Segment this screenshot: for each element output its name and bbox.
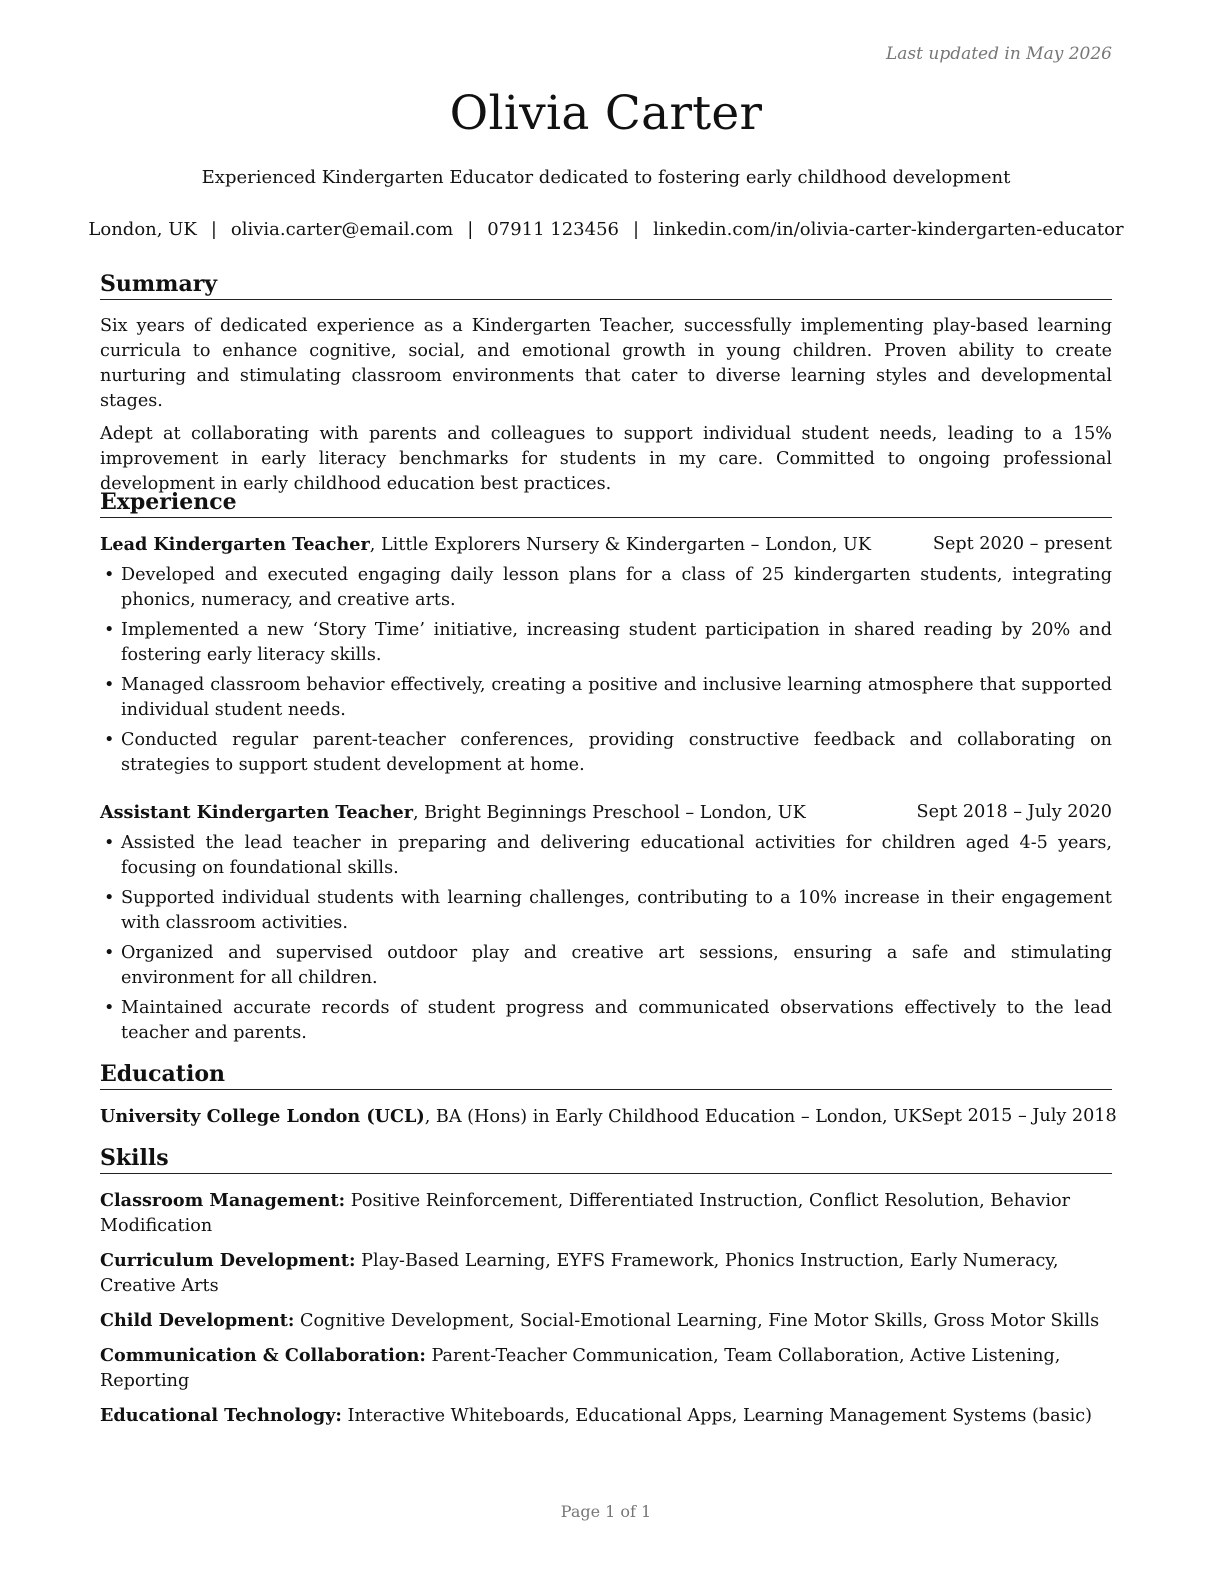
bullet-item — [100, 941, 1112, 991]
bullet-item — [100, 618, 1112, 668]
job-role: Lead Kindergarten Teacher — [100, 534, 370, 555]
section-title-education: Education — [100, 1060, 1112, 1090]
skill-value: Play-Based Learning, EYFS Framework, Phonics Instruction, Early Numeracy, Creative Arts — [100, 1251, 1059, 1296]
job-dates: Sept 2020 – present — [932, 534, 1112, 554]
job-title-line — [100, 800, 806, 826]
bullet-item — [100, 673, 1112, 723]
job-header — [100, 532, 1112, 558]
last-updated-note: Last updated in May 2026 — [885, 44, 1112, 64]
education-school: University College London (UCL) — [100, 1106, 425, 1127]
job-org: , Little Explorers Nursery & Kindergarten – London, UK — [369, 535, 871, 555]
bullet-text: Assisted the lead teacher in preparing and delivering educational activities for children aged 4-5 years, focusing on foundational skills. — [121, 833, 1112, 878]
job-role: Assistant Kindergarten Teacher — [100, 802, 413, 823]
skill-line — [100, 1188, 1112, 1239]
job-header — [100, 800, 1112, 826]
bullet-item — [100, 728, 1112, 778]
contact-separator: | — [210, 219, 217, 240]
bullet-item — [100, 563, 1112, 613]
candidate-name: Olivia Carter — [449, 86, 763, 141]
job-title-line — [100, 532, 871, 558]
skill-value: Parent-Teacher Communication, Team Collaboration, Active Listening, Reporting — [100, 1346, 1061, 1391]
bullet-text: Supported individual students with learning challenges, contributing to a 10% increase in their engagement with classroom activities. — [121, 888, 1112, 933]
bullet-dot-icon: • — [104, 998, 115, 1018]
contact-email[interactable]: olivia.carter@email.com — [230, 219, 454, 240]
bullet-dot-icon: • — [104, 730, 115, 750]
skill-label: Educational Technology: — [100, 1405, 342, 1426]
bullet-item — [100, 886, 1112, 936]
bullet-text: Developed and executed engaging daily lesson plans for a class of 25 kindergarten students, integrating phonics, numeracy, and creative arts. — [121, 565, 1112, 610]
bullet-text: Managed classroom behavior effectively, creating a positive and inclusive learning atmosphere that supported individual student needs. — [121, 675, 1112, 720]
bullet-dot-icon: • — [104, 888, 115, 908]
summary-paragraph: Adept at collaborating with parents and colleagues to support individual student needs, leading to a 15% improvement in early literacy benchmarks for students in my care. Committed to ongoing professional development in early childhood education best practices. — [100, 424, 1112, 494]
skill-value: Interactive Whiteboards, Educational Apps, Learning Management Systems (basic) — [341, 1406, 1092, 1426]
job-org: , Bright Beginnings Preschool – London, UK — [413, 803, 806, 823]
bullet-dot-icon: • — [104, 620, 115, 640]
job-entry — [100, 532, 1112, 778]
bullet-text: Maintained accurate records of student progress and communicated observations effectively to the lead teacher and parents. — [121, 998, 1112, 1043]
bullet-text: Conducted regular parent-teacher conferences, providing constructive feedback and collaborating on strategies to support student development at home. — [121, 730, 1112, 775]
education-detail: , BA (Hons) in Early Childhood Education – London, UK — [424, 1107, 922, 1127]
bullet-dot-icon: • — [104, 943, 115, 963]
page-number: Page 1 of 1 — [560, 1502, 652, 1521]
skill-value: Cognitive Development, Social-Emotional Learning, Fine Motor Skills, Gross Motor Skills — [294, 1311, 1100, 1331]
skill-label: Curriculum Development: — [100, 1250, 356, 1271]
contact-phone[interactable]: 07911 123456 — [487, 219, 619, 240]
education-entry — [100, 1104, 1117, 1130]
bullet-dot-icon: • — [104, 833, 115, 853]
bullet-item — [100, 996, 1112, 1046]
skill-label: Classroom Management: — [100, 1190, 346, 1211]
job-bullets — [100, 831, 1112, 1046]
bullet-dot-icon: • — [104, 565, 115, 585]
bullet-dot-icon: • — [104, 675, 115, 695]
contact-location: London, UK — [88, 219, 197, 240]
bullet-text: Implemented a new ‘Story Time’ initiative, increasing student participation in shared reading by 20% and fostering early literacy skills. — [121, 620, 1112, 665]
skill-line — [100, 1248, 1112, 1299]
skill-label: Communication & Collaboration: — [100, 1345, 426, 1366]
bullet-text: Organized and supervised outdoor play and creative art sessions, ensuring a safe and stimulating environment for all children. — [121, 943, 1112, 988]
summary-paragraph: Six years of dedicated experience as a Kindergarten Teacher, successfully implementing play-based learning curricula to enhance cognitive, social, and emotional growth in young children. Proven ability to create nurturing and stimulating classroom environments that cater to diverse learning styles and developmental stages. — [100, 316, 1112, 411]
contact-separator: | — [467, 219, 474, 240]
education-title-line — [100, 1104, 921, 1130]
education-dates: Sept 2015 – July 2018 — [921, 1106, 1117, 1126]
skill-line — [100, 1343, 1112, 1394]
headline: Experienced Kindergarten Educator dedicated to fostering early childhood development — [201, 167, 1011, 188]
job-bullets — [100, 563, 1112, 778]
contact-separator: | — [633, 219, 640, 240]
job-dates: Sept 2018 – July 2020 — [916, 802, 1112, 822]
skill-line — [100, 1308, 1112, 1334]
section-title-experience: Experience — [100, 488, 1112, 518]
skill-label: Child Development: — [100, 1310, 295, 1331]
education-section — [100, 1060, 1117, 1130]
skills-section — [100, 1144, 1112, 1429]
summary-section — [100, 270, 1112, 497]
job-entry — [100, 800, 1112, 1046]
section-title-summary: Summary — [100, 270, 1112, 300]
contact-line — [88, 219, 1124, 240]
skill-value: Positive Reinforcement, Differentiated Instruction, Conflict Resolution, Behavior Modification — [100, 1191, 1070, 1236]
resume-page — [88, 0, 1124, 1584]
skill-line — [100, 1403, 1112, 1429]
contact-linkedin[interactable]: linkedin.com/in/olivia-carter-kindergarten-educator — [653, 219, 1124, 240]
section-title-skills: Skills — [100, 1144, 1112, 1174]
experience-section — [100, 488, 1112, 1046]
bullet-item — [100, 831, 1112, 881]
